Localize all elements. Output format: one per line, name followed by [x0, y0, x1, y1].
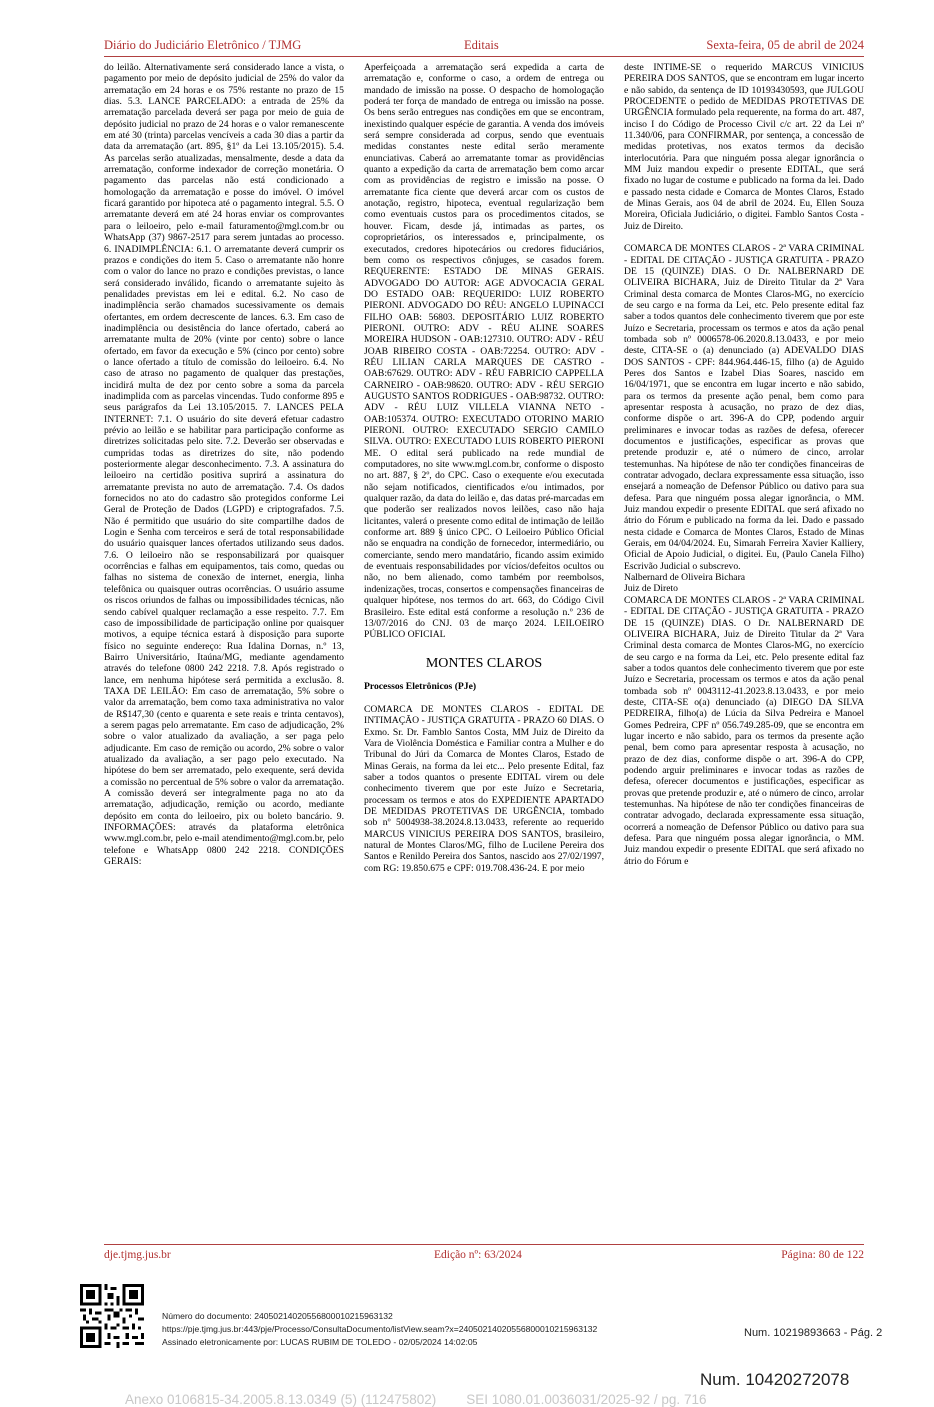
subheading-processos: Processos Eletrônicos (PJe) [364, 680, 477, 692]
section-title: Editais [464, 38, 499, 52]
signature-stamp [162, 1310, 597, 1349]
page-footer [104, 1244, 864, 1263]
column-2 [364, 62, 604, 1237]
document-num-large: Num. 10420272078 [700, 1370, 850, 1389]
col1-paragraph: do leilão. Alternativamente será considerado lance a vista, o pagamento por meio de depósito judicial de 25% do valor da arrematação em 24 horas e os 75% restante no prazo de 15 dias. 5.3. LANCE PARCELADO: a entrada de 25% da arrematação parcelada deverá ser paga por meio de guia de depósito judicial no prazo de 24 horas e o valor remanescente em até 30 (trinta) parcelas vencíveis a cada 30 dias a partir da data da arrematação (art. 895, §1º da Lei 13.105/2015). 5.4. As parcelas serão atualizadas, mensalmente, desde a data da arrematação, conforme indexador de correção monetária. O pagamento das parcelas não está condicionado a homologação da arrematação e posse do imóvel. O imóvel ficará garantido por hipoteca até o pagamento integral. 5.5. O arrematante deverá em até 24 horas enviar os comprovantes para o leiloeiro, pelo e-mail faturamento@mgl.com.br ou WhatsApp (37) 9867-2517 para serem juntadas ao processo. 6. INADIMPLÊNCIA: 6.1. O arrematante deverá cumprir os prazos e condições do item 5. Caso o arrematante não honre com o valor do lance no prazo e condições previstas, o lance será considerado inválido, ficando o arrematante sujeito às penalidades previstas em lei e edital. 6.2. No caso de inadimplência serão chamados sucessivamente os demais ofertantes, em ordem decrescente de lances. 6.3. Em caso de inadimplência ou desistência do lance ofertado, caberá ao arrematante multa de 20% (vinte por cento) sobre o lance ofertado, em favor da execução e 5% (cinco por cento) sobre o lance ofertado a título de comissão do leiloeiro. 6.4. No caso de atraso no pagamento de qualquer das prestações, incidirá multa de dez por cento sobre a soma da parcela inadimplida com as parcelas vincendas. Tudo conforme 895 e seus parágrafos da Lei 13.105/2015. 7. LANCES PELA INTERNET: 7.1. O usuário do site deverá efetuar cadastro prévio ao leilão e se habilitar para participação conforme as diretrizes solicitadas pelo site. 7.2. Deverão ser observadas e cumpridas todas as diretrizes do site, não podendo posteriormente alegar desconhecimento. 7.3. A assinatura do leiloeiro na certidão positiva suprirá a assinatura do arrematante prevista no auto de arrematação. 7.4. Os dados fornecidos no ato do cadastro são protegidos conforme Lei Geral de Proteção de Dados (LGPD) e criptografados. 7.5. Não é permitido que usuário do site compartilhe dados de Login e Senha com terceiros e será de total responsabilidade do usuário quaisquer lances ofertados utilizando seus dados. 7.6. O leiloeiro não se responsabilizará por quaisquer ocorrências e falhas em equipamentos, tais como, quedas ou falhas no sistema de conexão de internet, energia, linha telefônica ou quaisquer outras ocorrências. O usuário assume os riscos oriundos de falhas ou impossibilidades técnicas, não sendo cabível qualquer reclamação a esse respeito. 7.7. Em caso de impossibilidade de participação online por quaisquer motivos, a equipe técnica estará à disposição para suporte físico no seguinte endereço: Rua Idalina Dornas, n.º 13, Bairro Universitário, Itaúna/MG, mediante agendamento através do telefone 0800 242 2218. 7.8. Após registrado o lance, em nenhuma hipótese será permitida a exclusão. 8. TAXA DE LEILÃO: Em caso de arrematação, 5% sobre o valor da arrematação, bem como taxa administrativa no valor de R$147,30 (cento e quarenta e sete reais e trinta centavos), a serem pagas pelo arrematante. Em caso de adjudicação, 2% sobre o valor atualizado da avaliação, a ser paga pelo adjudicante. Em caso de remição ou acordo, 2% sobre o valor atualizado da avaliação, a ser pago pelo executado. Na hipótese do bem ser arrematado, pelo exequente, será devida a comissão no percentual de 5% sobre o valor da arrematação. A comissão deverá ser integralmente paga no ato da arrematação, adjudicação, remição ou acordo, mediante depósito em conta do leiloeiro, pix ou boleto bancário. 9. INFORMAÇÕES: através da plataforma eletrônica www.mgl.com.br, pelo e-mail atendimento@mgl.com.br, pelo telefone e WhatsApp 0800 242 2218. CONDIÇÕES GERAIS: [104, 62, 344, 868]
signature-title: Juiz de Direto [624, 583, 678, 595]
col2-paragraph: Aperfeiçoada a arrematação será expedida a carta de arrematação e, conforme o caso, a ordem de entrega ou mandado de imissão na posse. O despacho de homologação poderá ter força de mandado de entrega ou imissão na posse. Os bens serão entregues nas condições em que se encontram, inexistindo qualquer espécie de garantia. A venda dos imóveis será sempre considerada ad corpus, sendo que eventuais medidas constantes neste edital serão meramente enunciativas. Caberá ao arrematante tomar as providências quanto a expedição da carta de arrematação bem como arcar com as providências de registro e imissão na posse. O arrematante fica ciente que deverá arcar com os custos de anotação, registro, hipoteca, eventual regularização bem como eventuais custos para os procedimentos citados, se houver. Ficam, desde já, intimadas as partes, os coproprietários, os interessados e, principalmente, os executados, credores hipotecários ou credores fiduciários, bem como os respectivos cônjuges, se casados forem. REQUERENTE: ESTADO DE MINAS GERAIS. ADVOGADO DO AUTOR: AGE ADVOCACIA GERAL DO ESTADO OAB: REQUERIDO: LUIZ ROBERTO PIERONI. ADVOGADO DO RÉU: ANGELO LUPINACCI FILHO OAB: 56803. DEPOSITÁRIO LUIZ ROBERTO PIERONI. OUTRO: ADV - RÉU ALINE SOARES MOREIRA HUDSON - OAB:127310. OUTRO: ADV - RÉU JOAB RIBEIRO COSTA - OAB:72254. OUTRO: ADV - RÉU LILIAN CARLA MARQUES DE CASTRO - OAB:67629. OUTRO: ADV - RÉU FABRICIO CAPPELLA CARNEIRO - OAB:98620. OUTRO: ADV - RÉU SERGIO AUGUSTO SANTOS RODRIGUES - OAB:98732. OUTRO: ADV - RÉU LUIZ VILLELA VIANNA NETO - OAB:105374. OUTRO: EXECUTADO OTORINO MARIO PIERONI. OUTRO: EXECUTADO SERGIO CAMILO SILVA. OUTRO: EXECUTADO LUIS ROBERTO PIERONI ME. O edital será publicado na rede mundial de computadores, no site www.mgl.com.br, conforme o disposto no art. 887, § 2º, do CPC. Caso o exequente e/ou executada não sejam notificados, cientificados e/ou intimados, por qualquer razão, da data do leilão e, das datas pré-marcadas em que poderão ser realizados novos leilões, caso não haja licitantes, valerá o presente como edital de intimação de leilão conforme art. 889 § único CPC. O Leiloeiro Público Oficial não se enquadra na condição de fornecedor, intermediário, ou comerciante, sendo mero mandatário, ficando assim eximido de eventuais responsabilidades por vícios/defeitos ocultos ou não, no bem alienado, como também por reembolsos, indenizações, trocas, consertos e compensações financeiras de qualquer hipótese, nos termos do art. 663, do Código Civil Brasileiro. Este edital está conforme a resolução n.º 236 de 13/07/2016 do CNJ. 03 de março 2024. LEILOEIRO PÚBLICO OFICIAL [364, 62, 604, 641]
column-1 [104, 62, 344, 1237]
document-number: Número do documento: 24050214020556800010215963132 [162, 1311, 393, 1321]
footer-page: Página: 80 de 122 [781, 1249, 864, 1261]
document-url[interactable]: https://pje.tjmg.jus.br:443/pje/Processo/ConsultaDocumento/listView.seam?x=24050214020556800010215963132 [162, 1324, 598, 1334]
annex-watermark: Anexo 0106815-34.2005.8.13.0349 (5) (112475802) SEI 1080.01.0036031/2025-92 / pg. 716 [125, 1392, 707, 1407]
footer-site: dje.tjmg.jus.br [104, 1249, 171, 1261]
col3-edital-citacao-2: COMARCA DE MONTES CLAROS - 2ª VARA CRIMINAL - EDITAL DE CITAÇÃO - JUSTIÇA GRATUITA - PRAZO DE 15 (QUINZE) DIAS. O Dr. NALBERNARD DE OLIVEIRA BICHARA, Juiz de Direito Titular da 2ª Vara Criminal desta comarca de Montes Claros-MG, no exercício de seu cargo e na forma da Lei, etc. Pelo presente edital faz saber a todos quantos dele conhecimento tiverem que por este Juízo e Secretaria, processam os termos e atos da ação penal tombada sob nº 0043112-41.2023.8.13.0433, e por meio deste, CITA-SE o(a) denunciado (a) DIEGO DA SILVA PEDREIRA, filho(a) de Lúcia da Silva Pedreira e Manoel Gomes Pedreira, CPF nº 056.749.285-09, que se encontra em lugar incerto e não sabido, para os termos da presente ação penal, bem como para apresentar resposta à acusação, no prazo de dez dias, conforme dispõe o art. 396-A do CPP, podendo arguir preliminares e invocar todas as razões de defesa, oferecer documentos e justificações, especificar as provas que pretende produzir e, até o número de cinco, arrolar testemunhas. Na hipótese de não ter condições financeiras de contratar advogado, declarada expressamente essa situação, ocorrerá a nomeação de Defensor Público ou dativo para sua defesa. Para que ninguém possa alegar ignorância, o MM. Juiz mandou expedir o presente EDITAL que será afixado no átrio do Fórum e [624, 594, 864, 867]
qr-code-icon [80, 1284, 144, 1348]
column-3 [624, 62, 864, 1237]
section-heading-montes-claros: MONTES CLAROS [425, 655, 543, 671]
signature-name: Nalbernard de Oliveira Bichara [624, 572, 746, 584]
col2-edital-intimacao: COMARCA DE MONTES CLAROS - EDITAL DE INTIMAÇÃO - JUSTIÇA GRATUITA - PRAZO 60 DIAS. O Exmo. Sr. Dr. Famblo Santos Costa, MM Juiz de Direito da Vara de Violência Doméstica e Familiar contra a Mulher e do Tribunal do Júri da Comarca de Montes Claros, Estado de Minas Gerais, na forma da lei etc... Pelo presente Edital, faz saber a todos quantos o presente EDITAL virem ou dele conhecimento tiverem que por este Juízo e Secretaria, processam os termos e atos do EXPEDIENTE APARTADO DE MEDIDAS PROTETIVAS DE URGÊNCIA, tombado sob nº 5004938-38.2024.8.13.0433, referente ao requerido MARCUS VINICIUS PEREIRA DOS SANTOS, brasileiro, natural de Montes Claros/MG, filho de Lucilene Pereira dos Santos e Renildo Pereira dos Santos, nascido aos 27/02/1997, com RG: 19.850.675 e CPF: 019.708.436-24. E por meio [364, 703, 604, 874]
col3-paragraph: deste INTIME-SE o requerido MARCUS VINICIUS PEREIRA DOS SANTOS, que se encontram em lugar incerto e não sabido, da sentença de ID 10193430593, que JULGOU PROCEDENTE o pedido de MEDIDAS PROTETIVAS DE URGÊNCIA formulado pela requerente, na forma do art. 487, inciso I do Código de Processo Civil c/c art. 22 da Lei nº 11.340/06, para CONFIRMAR, por sentença, a concessão de medidas protetivas, nos exatos termos da decisão interlocutória. Para que ninguém possa alegar ignorância o MM Juiz mandou expedir o presente EDITAL, que será fixado no lugar de costume e publicado na forma da lei. Dado e passado nesta cidade e Comarca de Montes Claros, Estado de Minas Gerais, aos 04 de abril de 2024. Eu, Ellen Souza Moreira, Oficiala Judiciário, o digitei. Famblo Santos Costa - Juiz de Direito. [624, 62, 864, 232]
issue-date: Sexta-feira, 05 de abril de 2024 [706, 38, 864, 52]
signed-by: Assinado eletronicamente por: LUCAS RUBIM DE TOLEDO - 02/05/2024 14:02:05 [162, 1337, 478, 1347]
num-page-stamp: Num. 10219893663 - Pág. 2 [744, 1327, 883, 1339]
journal-title: Diário do Judiciário Eletrônico / TJMG [104, 38, 302, 52]
footer-edition: Edição nº: 63/2024 [434, 1249, 522, 1261]
page-header [104, 36, 864, 57]
col3-edital-citacao-1: COMARCA DE MONTES CLAROS - 2ª VARA CRIMINAL - EDITAL DE CITAÇÃO - JUSTIÇA GRATUITA - PRAZO DE 15 (QUINZE) DIAS. O Dr. NALBERNARD DE OLIVEIRA BICHARA, Juiz de Direito Titular da 2ª Vara Criminal desta comarca de Montes Claros-MG, no exercício de seu cargo e na forma da Lei, etc. Pelo presente edital faz saber a todos quantos dele conhecimento tiverem que por este Juízo e Secretaria, processam os termos e atos da ação penal tombada sob nº 0006578-06.2020.8.13.0433, e por meio deste, CITA-SE o (a) denunciado (a) ADEVALDO DIAS DOS SANTOS - CPF: 844.964.446-15, filho (a) de Aguido Peres dos Santos e Izabel Dias Soares, nascido em 16/04/1971, que se encontra em lugar incerto e não sabido, para os termos da presente ação penal, bem como para apresentar resposta à acusação, no prazo de dez dias, conforme dispõe o art. 396-A do CPP, podendo arguir preliminares e invocar todas as razões de defesa, oferecer documentos e justificações, especificar as provas que pretende produzir e, até o número de cinco, arrolar testemunhas. Na hipótese de não ter condições financeiras de contratar advogado, declara expressamente essa situação, isso ensejará a nomeação de Defensor Público ou dativo para sua defesa. Para que ninguém possa alegar ignorância, o MM. Juiz mandou expedir o presente EDITAL que será afixado no átrio do Fórum e publicado na forma da lei. Dado e passado nesta cidade e Comarca de Montes Claros, Estado de Minas Gerais, em 04/04/2024. Eu, Simarah Ferreira Xavier Kalliery, Oficial de Apoio Judicial, o digitei. Eu, (Paulo Canela Filho) Escrivão Judicial o subscrevo. [624, 243, 864, 572]
